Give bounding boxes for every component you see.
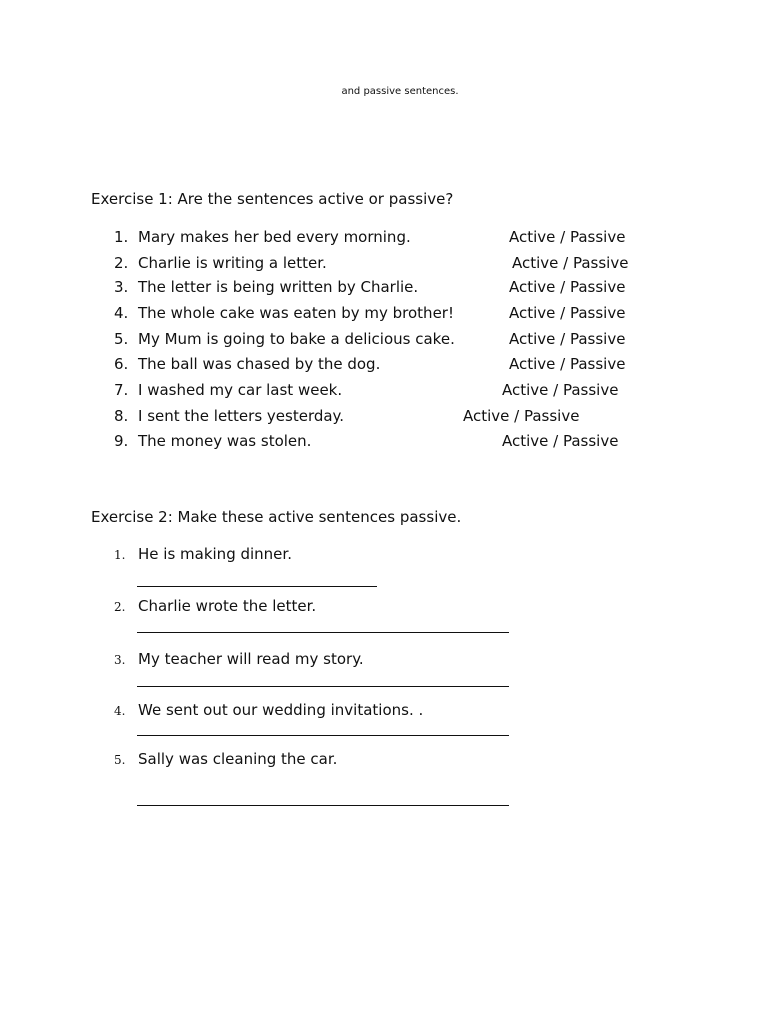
item-number: 9.: [114, 432, 129, 450]
item-number: 5.: [114, 330, 129, 348]
item-number: 2.: [114, 600, 126, 614]
item-number: 4.: [114, 704, 126, 718]
answer-line[interactable]: [137, 805, 509, 806]
item-number: 3.: [114, 653, 126, 667]
item-sentence: Mary makes her bed every morning.: [138, 228, 411, 246]
item-sentence: The money was stolen.: [138, 432, 312, 450]
item-number: 6.: [114, 355, 129, 373]
active-passive-choice: Active / Passive: [502, 381, 619, 399]
item-sentence: He is making dinner.: [138, 545, 292, 563]
active-passive-choice: Active / Passive: [512, 254, 629, 272]
item-sentence: I sent the letters yesterday.: [138, 407, 345, 425]
item-sentence: The ball was chased by the dog.: [138, 355, 381, 373]
item-sentence: The letter is being written by Charlie.: [138, 278, 419, 296]
item-sentence: Sally was cleaning the car.: [138, 750, 338, 768]
item-sentence: The whole cake was eaten by my brother!: [138, 304, 454, 322]
active-passive-choice: Active / Passive: [509, 228, 626, 246]
exercise-2-heading: Exercise 2: Make these active sentences passive.: [91, 508, 462, 526]
item-number: 7.: [114, 381, 129, 399]
item-number: 1.: [114, 228, 129, 246]
active-passive-choice: Active / Passive: [509, 278, 626, 296]
answer-line[interactable]: [137, 735, 509, 736]
item-sentence: We sent out our wedding invitations. .: [138, 701, 424, 719]
answer-line[interactable]: [137, 686, 509, 687]
answer-line[interactable]: [137, 586, 377, 587]
answer-line[interactable]: [137, 632, 509, 633]
item-number: 4.: [114, 304, 129, 322]
active-passive-choice: Active / Passive: [509, 330, 626, 348]
item-sentence: My Mum is going to bake a delicious cake.: [138, 330, 455, 348]
item-number: 2.: [114, 254, 129, 272]
exercise-1-heading: Exercise 1: Are the sentences active or passive?: [91, 190, 454, 208]
item-sentence: My teacher will read my story.: [138, 650, 364, 668]
item-number: 3.: [114, 278, 129, 296]
item-number: 1.: [114, 548, 126, 562]
active-passive-choice: Active / Passive: [509, 304, 626, 322]
item-number: 5.: [114, 753, 126, 767]
header-note: and passive sentences.: [341, 86, 459, 97]
active-passive-choice: Active / Passive: [463, 407, 580, 425]
item-sentence: Charlie wrote the letter.: [138, 597, 317, 615]
active-passive-choice: Active / Passive: [509, 355, 626, 373]
active-passive-choice: Active / Passive: [502, 432, 619, 450]
item-number: 8.: [114, 407, 129, 425]
item-sentence: Charlie is writing a letter.: [138, 254, 327, 272]
item-sentence: I washed my car last week.: [138, 381, 343, 399]
